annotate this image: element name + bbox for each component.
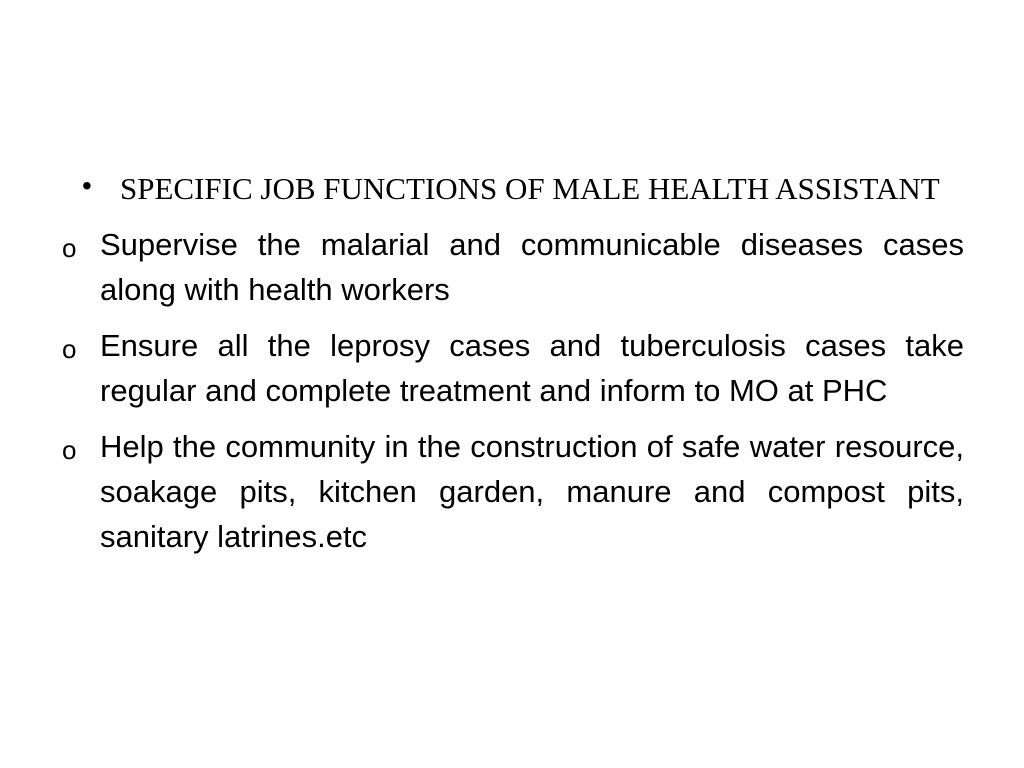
- list-item-text: Supervise the malarial and communicable diseases cases along with health workers: [100, 227, 964, 307]
- bullet-marker: •: [82, 170, 92, 201]
- list-item: [62, 424, 964, 559]
- bullet-marker: o: [62, 334, 77, 364]
- bullet-marker: o: [62, 233, 77, 263]
- heading-bullet-item: [62, 164, 964, 213]
- bullet-marker: o: [62, 435, 77, 465]
- list-item: [62, 323, 964, 413]
- list-item-text: Help the community in the construction of safe water resource, soakage pits, kitchen garden, manure and compost pits, sanitary latrines.etc: [100, 429, 964, 554]
- slide-heading: SPECIFIC JOB FUNCTIONS OF MALE HEALTH ASSISTANT: [120, 171, 940, 206]
- list-item: [62, 222, 964, 312]
- slide-content: [62, 164, 964, 570]
- list-item-text: Ensure all the leprosy cases and tuberculosis cases take regular and complete treatment and inform to MO at PHC: [100, 328, 964, 408]
